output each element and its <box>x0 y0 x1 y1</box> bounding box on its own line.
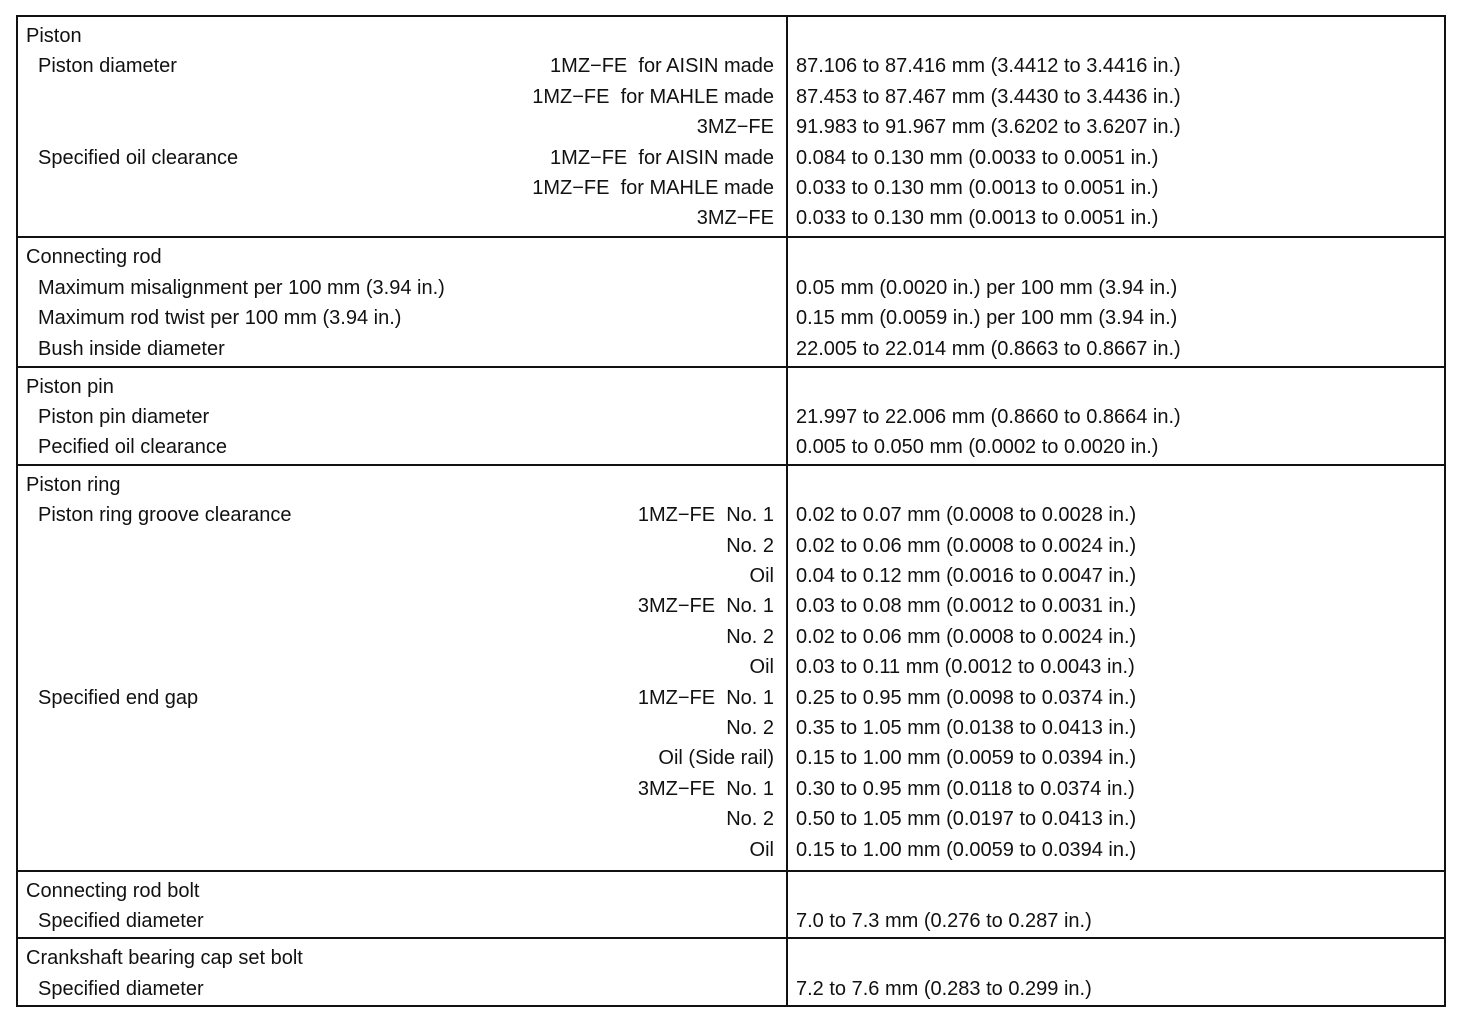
spec-item-value: 7.2 to 7.6 mm (0.283 to 0.299 in.) <box>796 977 1092 1000</box>
spec-item <box>26 743 774 773</box>
spec-item-value: 0.02 to 0.06 mm (0.0008 to 0.0024 in.) <box>796 625 1137 648</box>
spec-item-value: 0.15 to 1.00 mm (0.0059 to 0.0394 in.) <box>796 747 1137 770</box>
spec-item <box>26 203 774 233</box>
section-labels-cell <box>17 871 787 939</box>
spec-item <box>26 82 774 112</box>
section-title: Connecting rod bolt <box>26 879 200 902</box>
spec-item-condition: 3MZ−FE No. 1 <box>637 777 774 800</box>
spec-item <box>26 906 774 936</box>
value-spacer <box>796 21 1444 51</box>
spec-item-condition: Oil <box>749 656 774 679</box>
spec-item-label: Piston ring groove clearance <box>38 504 292 527</box>
spec-item-label: Piston diameter <box>38 55 177 78</box>
spec-item-value: 21.997 to 22.006 mm (0.8660 to 0.8664 in.) <box>796 405 1181 428</box>
spec-item-value: 0.02 to 0.07 mm (0.0008 to 0.0028 in.) <box>796 504 1137 527</box>
spec-item-condition: 1MZ−FE No. 1 <box>637 686 774 709</box>
section-row <box>17 367 1445 465</box>
spec-item-condition: 1MZ−FE for AISIN made <box>550 146 774 169</box>
section-title: Connecting rod <box>26 246 162 269</box>
spec-item <box>26 273 774 303</box>
spec-item <box>26 531 774 561</box>
section-row <box>17 16 1445 237</box>
spec-item <box>26 334 774 364</box>
spec-item-value: 0.03 to 0.08 mm (0.0012 to 0.0031 in.) <box>796 595 1137 618</box>
section-values-cell <box>787 16 1445 237</box>
spec-item-value: 0.033 to 0.130 mm (0.0013 to 0.0051 in.) <box>796 176 1159 199</box>
spec-item-value: 0.30 to 0.95 mm (0.0118 to 0.0374 in.) <box>796 777 1135 800</box>
value-spacer <box>796 470 1444 500</box>
spec-item-value: 0.02 to 0.06 mm (0.0008 to 0.0024 in.) <box>796 534 1137 557</box>
spec-item-condition: No. 2 <box>726 625 774 648</box>
spec-item <box>26 835 774 865</box>
spec-item-value: 0.35 to 1.05 mm (0.0138 to 0.0413 in.) <box>796 716 1137 739</box>
section-labels-cell <box>17 16 787 237</box>
spec-item-condition: 1MZ−FE No. 1 <box>637 504 774 527</box>
spec-item-value: 87.106 to 87.416 mm (3.4412 to 3.4416 in.) <box>796 55 1181 78</box>
value-spacer <box>796 876 1444 906</box>
spec-item <box>26 622 774 652</box>
section-title: Crankshaft bearing cap set bolt <box>26 947 303 970</box>
spec-item-condition: 1MZ−FE for MAHLE made <box>532 85 774 108</box>
spec-item-label: Specified diameter <box>38 910 204 933</box>
spec-item-label: Specified oil clearance <box>38 146 239 169</box>
value-spacer <box>796 943 1444 973</box>
spec-item-value: 0.03 to 0.11 mm (0.0012 to 0.0043 in.) <box>796 656 1135 679</box>
spec-table-body <box>17 16 1445 1006</box>
section-labels-cell <box>17 237 787 366</box>
spec-item <box>26 683 774 713</box>
spec-item-label: Specified diameter <box>38 977 204 1000</box>
spec-item-label: Bush inside diameter <box>38 337 225 360</box>
spec-item-condition: No. 2 <box>726 716 774 739</box>
spec-item-condition: No. 2 <box>726 808 774 831</box>
spec-item-value: 0.15 to 1.00 mm (0.0059 to 0.0394 in.) <box>796 838 1137 861</box>
section-labels-cell <box>17 938 787 1006</box>
spec-item-value: 0.15 mm (0.0059 in.) per 100 mm (3.94 in.) <box>796 307 1178 330</box>
spec-item-condition: Oil <box>749 565 774 588</box>
spec-item-label: Pecified oil clearance <box>38 436 227 459</box>
spec-item-condition: Oil (Side rail) <box>658 747 774 770</box>
spec-item <box>26 51 774 81</box>
section-values-cell <box>787 938 1445 1006</box>
section-row <box>17 237 1445 366</box>
section-row <box>17 465 1445 871</box>
spec-item <box>26 974 774 1004</box>
spec-item <box>26 591 774 621</box>
spec-item-value: 0.04 to 0.12 mm (0.0016 to 0.0047 in.) <box>796 565 1137 588</box>
spec-item-label: Specified end gap <box>38 686 199 709</box>
value-spacer <box>796 372 1444 402</box>
spec-item-condition: 1MZ−FE for MAHLE made <box>532 176 774 199</box>
spec-item <box>26 561 774 591</box>
spec-item <box>26 173 774 203</box>
spec-table <box>16 15 1446 1007</box>
section-values-cell <box>787 237 1445 366</box>
spec-item-value: 0.033 to 0.130 mm (0.0013 to 0.0051 in.) <box>796 207 1159 230</box>
section-title: Piston <box>26 25 82 47</box>
section-labels-cell <box>17 465 787 871</box>
section-title: Piston ring <box>26 473 121 496</box>
spec-item-value: 0.50 to 1.05 mm (0.0197 to 0.0413 in.) <box>796 808 1137 831</box>
spec-item-label: Maximum rod twist per 100 mm (3.94 in.) <box>38 307 402 330</box>
spec-item <box>26 432 774 462</box>
section-values-cell <box>787 465 1445 871</box>
spec-item-condition: 3MZ−FE No. 1 <box>637 595 774 618</box>
spec-item-condition: No. 2 <box>726 534 774 557</box>
spec-item-value: 0.25 to 0.95 mm (0.0098 to 0.0374 in.) <box>796 686 1137 709</box>
spec-item-condition: 3MZ−FE <box>696 116 774 139</box>
spec-item-condition: Oil <box>749 838 774 861</box>
section-row <box>17 938 1445 1006</box>
spec-item <box>26 713 774 743</box>
spec-item-value: 7.0 to 7.3 mm (0.276 to 0.287 in.) <box>796 910 1092 933</box>
spec-item-label: Maximum misalignment per 100 mm (3.94 in.) <box>38 276 445 299</box>
spec-item-value: 91.983 to 91.967 mm (3.6202 to 3.6207 in.) <box>796 116 1181 139</box>
section-labels-cell <box>17 367 787 465</box>
spec-item-value: 0.005 to 0.050 mm (0.0002 to 0.0020 in.) <box>796 436 1159 459</box>
spec-item <box>26 402 774 432</box>
spec-item <box>26 804 774 834</box>
section-values-cell <box>787 871 1445 939</box>
spec-item-value: 22.005 to 22.014 mm (0.8663 to 0.8667 in.) <box>796 337 1181 360</box>
spec-item-condition: 3MZ−FE <box>696 207 774 230</box>
spec-item <box>26 112 774 142</box>
spec-item-value: 0.05 mm (0.0020 in.) per 100 mm (3.94 in.) <box>796 276 1178 299</box>
spec-item-value: 87.453 to 87.467 mm (3.4430 to 3.4436 in.) <box>796 85 1181 108</box>
spec-item-condition: 1MZ−FE for AISIN made <box>550 55 774 78</box>
spec-item <box>26 774 774 804</box>
value-spacer <box>796 242 1444 272</box>
spec-item <box>26 500 774 530</box>
spec-item <box>26 303 774 333</box>
section-row <box>17 871 1445 939</box>
spec-item <box>26 652 774 682</box>
spec-item <box>26 143 774 173</box>
section-title: Piston pin <box>26 375 114 398</box>
spec-item-value: 0.084 to 0.130 mm (0.0033 to 0.0051 in.) <box>796 146 1159 169</box>
section-values-cell <box>787 367 1445 465</box>
spec-item-label: Piston pin diameter <box>38 405 210 428</box>
